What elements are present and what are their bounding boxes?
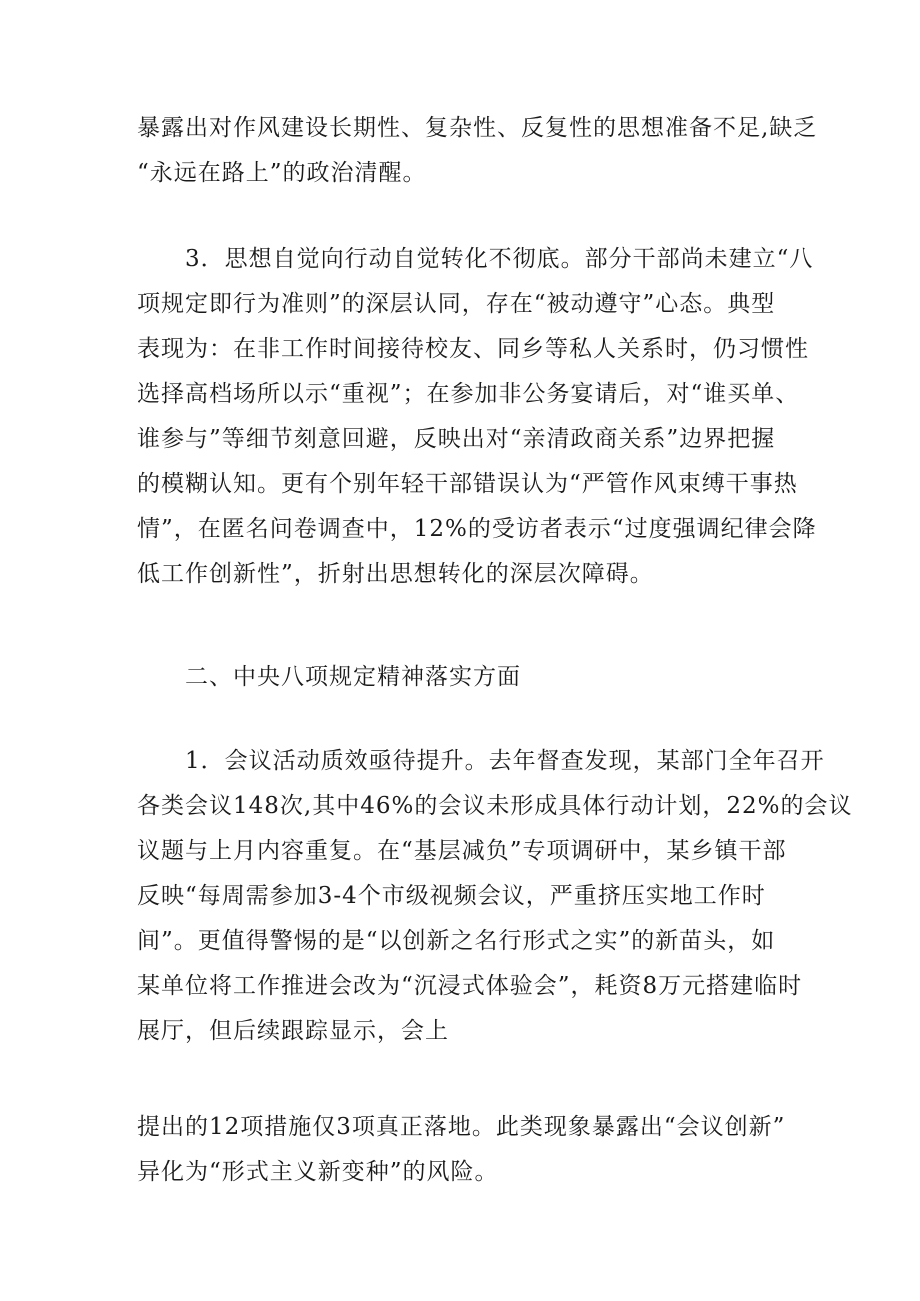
- text-line: 各类会议148次,其中46%的会议未形成具体行动计划，22%的会议: [137, 793, 853, 819]
- text-line: 暴露出对作风建设长期性、复杂性、反复性的思想准备不足,缺乏: [137, 115, 818, 141]
- text-line: 异化为“形式主义新变种”的风险。: [137, 1159, 499, 1185]
- text-line: 议题与上月内容重复。在“基层减负”专项调研中，某乡镇干部: [137, 838, 787, 864]
- text-line: 反映“每周需参加3-4个市级视频会议，严重挤压实地工作时: [137, 883, 766, 909]
- paragraph-continuation-2: [137, 1107, 797, 1192]
- text-line: 展厅，但后续跟踪显示，会上: [137, 1018, 449, 1044]
- text-line: 谁参与”等细节刻意回避，反映出对“亲清政商关系”边界把握: [137, 426, 776, 452]
- paragraph-item-1: [137, 741, 853, 1051]
- text-line: 间”。更值得警惕的是“以创新之名行形式之实”的新苗头，如: [137, 928, 776, 954]
- text-line: 提出的12项措施仅3项真正落地。此类现象暴露出“会议创新”: [137, 1114, 786, 1140]
- text-line: 选择高档场所以示“重视”；在参加非公务宴请后，对“谁买单、: [137, 381, 800, 407]
- paragraph-item-3: [137, 239, 817, 594]
- text-line: “永远在路上”的政治清醒。: [137, 160, 427, 186]
- text-line: 1．会议活动质效亟待提升。去年督查发现，某部门全年召开: [137, 748, 825, 774]
- text-line: 表现为：在非工作时间接待校友、同乡等私人关系时，仍习惯性: [137, 336, 809, 362]
- text-line: 低工作创新性”，折射出思想转化的深层次障碍。: [137, 561, 654, 587]
- text-line: 3．思想自觉向行动自觉转化不彻底。部分干部尚未建立“八: [137, 246, 814, 272]
- text-line: 项规定即行为准则”的深层认同，存在“被动遵守”心态。典型: [137, 291, 776, 317]
- text-line: 情”，在匿名问卷调查中，12%的受访者表示“过度强调纪律会降: [137, 516, 817, 542]
- paragraph-continuation: [137, 108, 818, 193]
- section-heading-text: 二、中央八项规定精神落实方面: [137, 664, 521, 690]
- section-heading: [137, 657, 797, 697]
- text-line: 的模糊认知。更有个别年轻干部错误认为“严管作风束缚干事热: [137, 471, 798, 497]
- text-line: 某单位将工作推进会改为“沉浸式体验会”，耗资8万元搭建临时: [137, 973, 803, 999]
